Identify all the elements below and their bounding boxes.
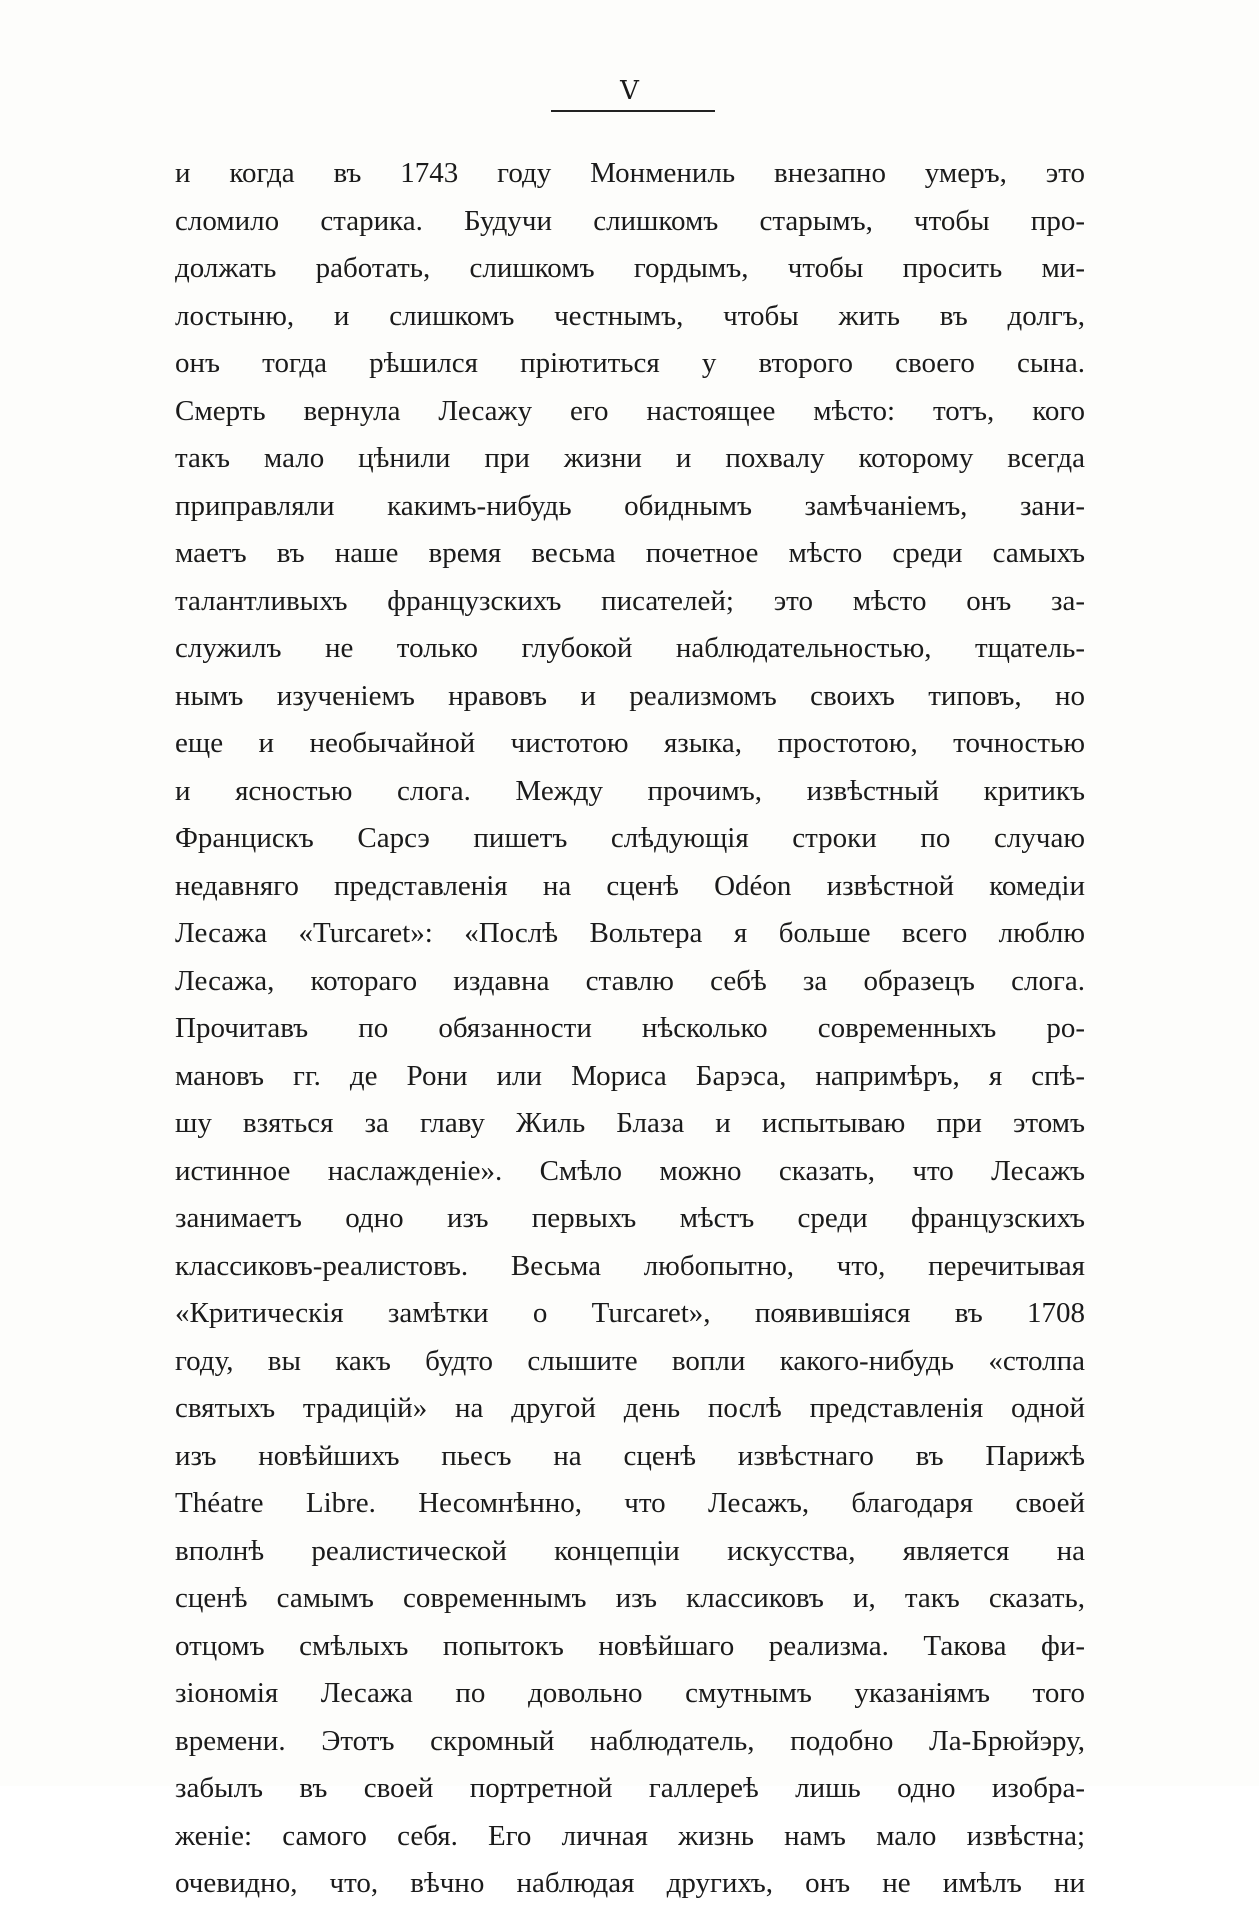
- text-line: такъ мало цѣнили при жизни и похвалу которому всегда: [175, 442, 1085, 474]
- text-line: женіе: самого себя. Его личная жизнь намъ мало извѣстна;: [175, 1819, 1085, 1852]
- text-line: лостыню, и слишкомъ честнымъ, чтобы жить въ долгъ,: [175, 299, 1085, 332]
- text-line: маетъ въ наше время весьма почетное мѣсто среди самыхъ: [175, 537, 1085, 569]
- text-line: сломило старика. Будучи слишкомъ старымъ, чтобы про-: [175, 204, 1085, 237]
- text-line: Францискъ Сарсэ пишетъ слѣдующія строки по случаю: [175, 822, 1085, 854]
- text-line: «Критическія замѣтки о Turcaret», появившіяся въ 1708: [175, 1297, 1085, 1329]
- text-line: Прочитавъ по обязанности нѣсколько современныхъ ро-: [175, 1012, 1085, 1044]
- text-line: занимаетъ одно изъ первыхъ мѣстъ среди французскихъ: [175, 1202, 1085, 1234]
- text-line: Лесажа, котораго издавна ставлю себѣ за образецъ слога.: [175, 964, 1085, 997]
- text-line: Лесажа «Turcaret»: «Послѣ Вольтера я больше всего люблю: [175, 917, 1085, 949]
- text-line: забылъ въ своей портретной галлереѣ лишь одно изобра-: [175, 1772, 1085, 1804]
- text-line: очевидно, что, вѣчно наблюдая другихъ, онъ не имѣлъ ни: [175, 1867, 1085, 1899]
- text-line: должать работать, слишкомъ гордымъ, чтобы просить ми-: [175, 252, 1085, 284]
- text-line: отцомъ смѣлыхъ попытокъ новѣйшаго реализма. Такова фи-: [175, 1629, 1085, 1662]
- text-line: святыхъ традицій» на другой день послѣ представленія одной: [175, 1392, 1085, 1424]
- text-line: служилъ не только глубокой наблюдательностью, тщатель-: [175, 632, 1085, 664]
- text-line: Théatre Libre. Несомнѣнно, что Лесажъ, благодаря своей: [175, 1487, 1085, 1519]
- text-line: изъ новѣйшихъ пьесъ на сценѣ извѣстнаго въ Парижѣ: [175, 1439, 1085, 1472]
- header-rule: [551, 110, 715, 112]
- text-line: истинное наслажденіе». Смѣло можно сказать, что Лесажъ: [175, 1154, 1085, 1187]
- text-line: Смерть вернула Лесажу его настоящее мѣсто: тотъ, кого: [175, 394, 1085, 427]
- text-line: недавняго представленія на сценѣ Odéon извѣстной комедіи: [175, 869, 1085, 902]
- text-line: шу взяться за главу Жиль Блаза и испытываю при этомъ: [175, 1107, 1085, 1139]
- body-text: [175, 150, 1085, 1908]
- text-line: сценѣ самымъ современнымъ изъ классиковъ и, такъ сказать,: [175, 1582, 1085, 1614]
- text-line: мановъ гг. де Рони или Мориса Барэса, напримѣръ, я спѣ-: [175, 1059, 1085, 1092]
- text-line: и ясностью слога. Между прочимъ, извѣстный критикъ: [175, 774, 1085, 807]
- text-line: талантливыхъ французскихъ писателей; это мѣсто онъ за-: [175, 584, 1085, 617]
- text-line: году, вы какъ будто слышите вопли какого-нибудь «столпа: [175, 1344, 1085, 1377]
- text-line: зіономія Лесажа по довольно смутнымъ указаніямъ того: [175, 1677, 1085, 1709]
- page-number: V: [620, 76, 639, 106]
- text-line: времени. Этотъ скромный наблюдатель, подобно Ла-Брюйэру,: [175, 1724, 1085, 1757]
- text-line: и когда въ 1743 году Монмениль внезапно умеръ, это: [175, 157, 1085, 189]
- text-line: нымъ изученіемъ нравовъ и реализмомъ своихъ типовъ, но: [175, 679, 1085, 712]
- text-line: еще и необычайной чистотою языка, простотою, точностью: [175, 727, 1085, 759]
- text-line: классиковъ-реалистовъ. Весьма любопытно, что, перечитывая: [175, 1249, 1085, 1282]
- text-line: онъ тогда рѣшился пріютиться у второго своего сына.: [175, 347, 1085, 379]
- text-line: вполнѣ реалистической концепціи искусства, является на: [175, 1534, 1085, 1567]
- text-line: приправляли какимъ-нибудь обиднымъ замѣчаніемъ, зани-: [175, 489, 1085, 522]
